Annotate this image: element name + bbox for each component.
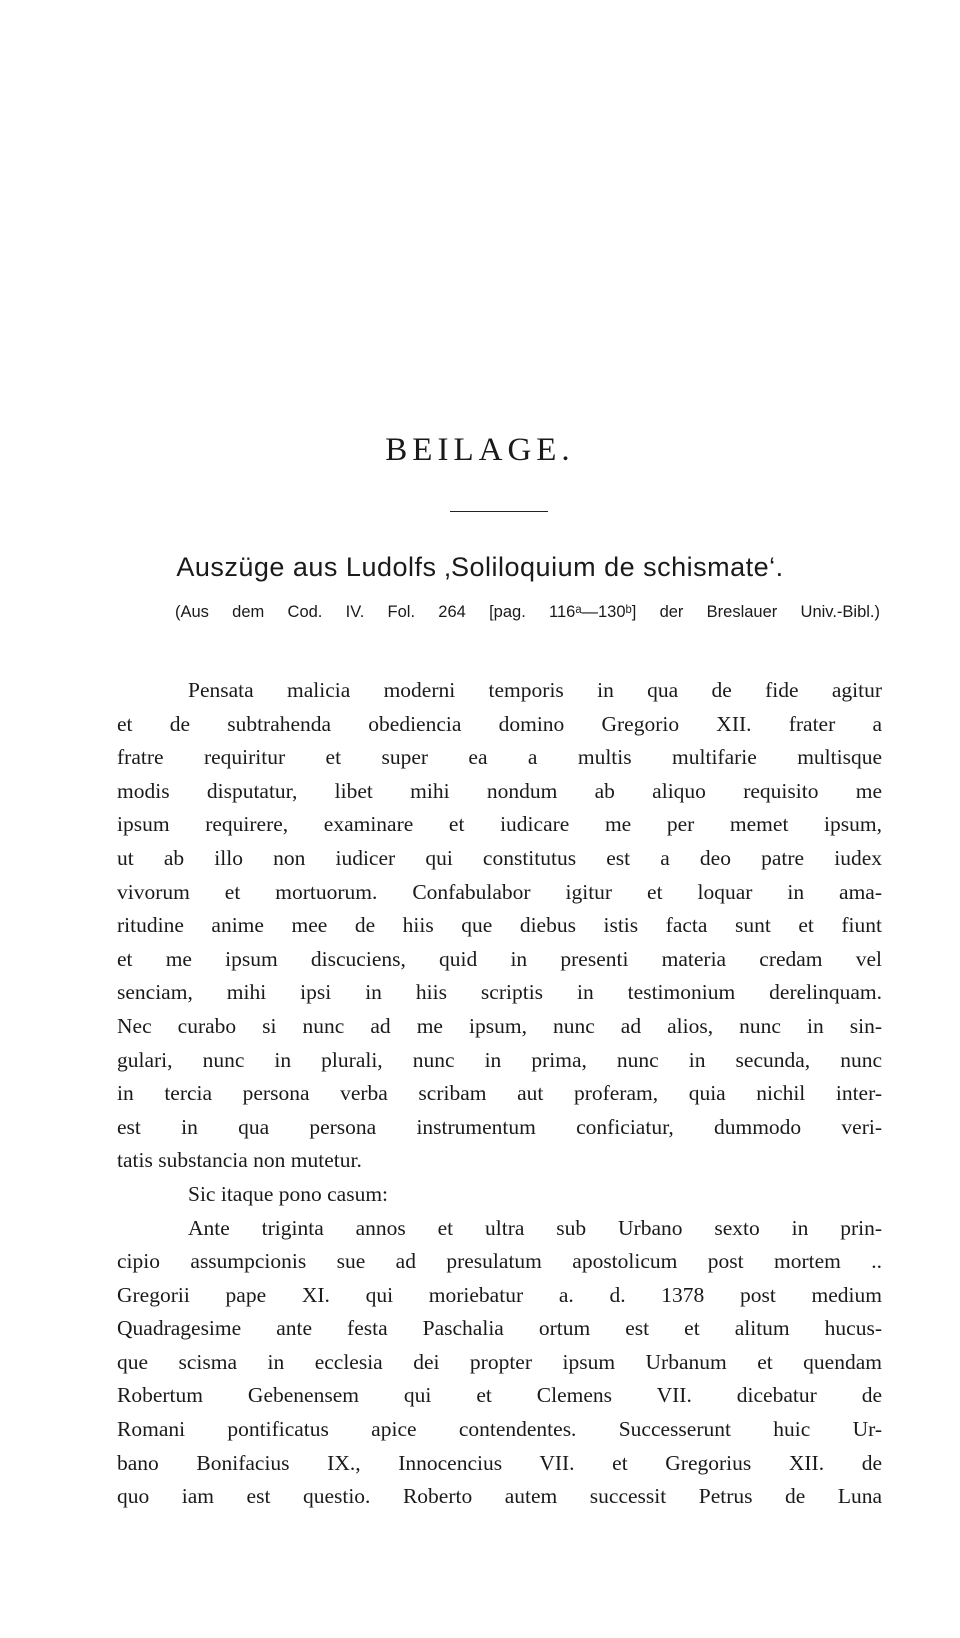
text-line: est in qua persona instrumentum conficiatur, dummodo veri- (117, 1114, 882, 1139)
text-line: in tercia persona verba scribam aut proferam, quia nichil inter- (117, 1081, 882, 1106)
text-line: vivorum et mortuorum. Confabulabor igitur et loquar in ama- (117, 879, 882, 904)
text-line: et me ipsum discuciens, quid in presenti materia credam vel (117, 946, 882, 971)
text-line: Quadragesime ante festa Paschalia ortum est et alitum hucus- (117, 1316, 882, 1341)
text-line: Romani pontificatus apice contendentes. Successerunt huic Ur- (117, 1417, 882, 1442)
page-heading: BEILAGE. (385, 432, 575, 468)
text-line: et de subtrahenda obediencia domino Gregorio XII. frater a (117, 711, 882, 736)
text-line: ipsum requirere, examinare et iudicare me per memet ipsum, (117, 812, 882, 837)
text-line: fratre requiritur et super ea a multis multifarie multisque (117, 745, 882, 770)
text-line: Ante triginta annos et ultra sub Urbano sexto in prin- (188, 1215, 882, 1240)
text-line: Gregorii pape XI. qui moriebatur a. d. 1378 post medium (117, 1282, 882, 1307)
heading-divider (450, 511, 548, 512)
text-line: que scisma in ecclesia dei propter ipsum Urbanum et quendam (117, 1349, 882, 1374)
text-line: Robertum Gebenensem qui et Clemens VII. dicebatur de (117, 1383, 882, 1408)
body-text (117, 674, 882, 1514)
source-note: (Aus dem Cod. IV. Fol. 264 [pag. 116ᵃ—130ᵇ] der Breslauer Univ.-Bibl.) (175, 603, 880, 621)
text-line: Nec curabo si nunc ad me ipsum, nunc ad alios, nunc in sin- (117, 1013, 882, 1038)
text-line: ut ab illo non iudicer qui constitutus est a deo patre iudex (117, 845, 882, 870)
section-subtitle: Auszüge aus Ludolfs ‚Soliloquium de schismate‘. (176, 552, 784, 582)
text-line: quo iam est questio. Roberto autem successit Petrus de Luna (117, 1484, 882, 1509)
text-line: Sic itaque pono casum: (188, 1181, 389, 1206)
text-line: Pensata malicia moderni temporis in qua de fide agitur (188, 678, 882, 702)
text-line: gulari, nunc in plurali, nunc in prima, nunc in secunda, nunc (117, 1047, 882, 1072)
text-line: tatis substancia non mutetur. (117, 1148, 362, 1173)
text-line: senciam, mihi ipsi in hiis scriptis in testimonium derelinquam. (117, 980, 882, 1005)
text-line: ritudine anime mee de hiis que diebus istis facta sunt et fiunt (117, 913, 882, 938)
text-line: bano Bonifacius IX., Innocencius VII. et Gregorius XII. de (117, 1450, 882, 1475)
text-line: cipio assumpcionis sue ad presulatum apostolicum post mortem .. (117, 1249, 882, 1274)
text-line: modis disputatur, libet mihi nondum ab aliquo requisito me (117, 778, 882, 803)
